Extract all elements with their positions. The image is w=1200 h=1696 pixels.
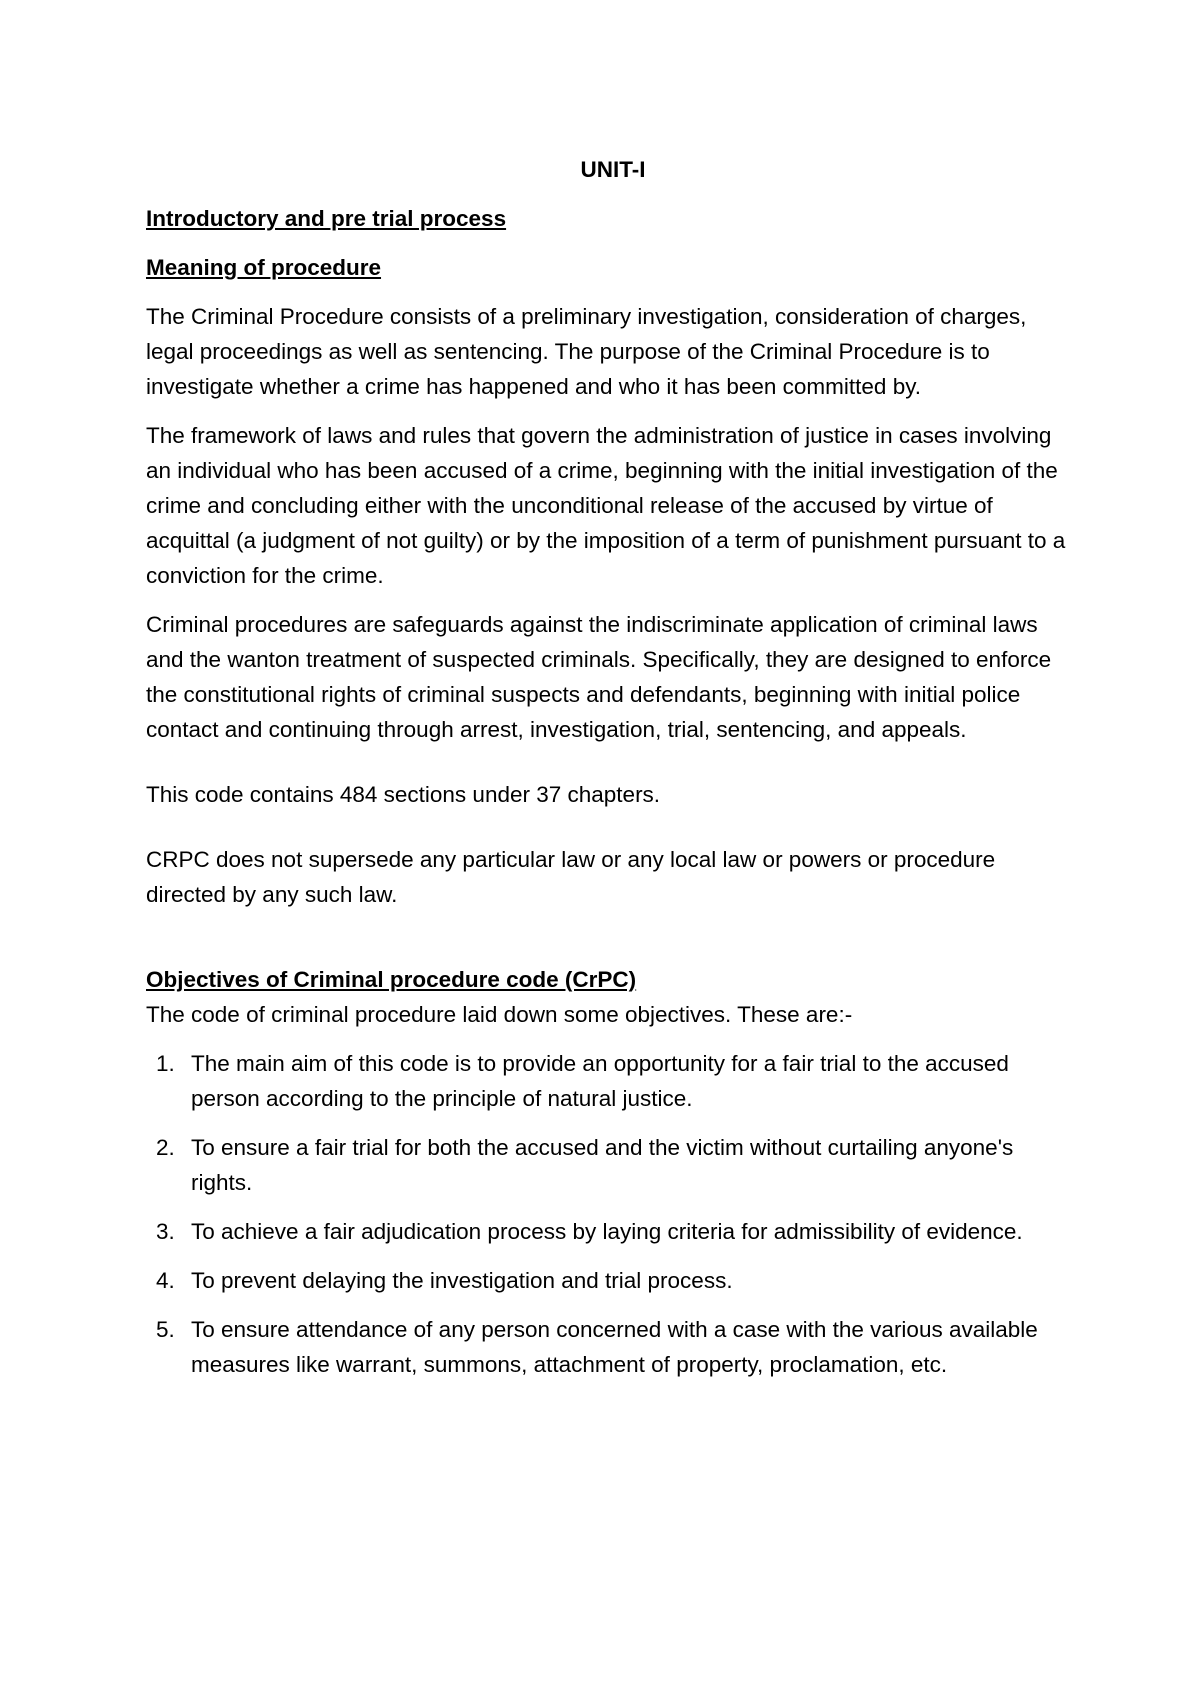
list-item xyxy=(146,1046,1080,1116)
paragraph-crpc-scope: CRPC does not supersede any particular law or any local law or powers or procedure directed by any such law. xyxy=(146,847,996,907)
list-item-text: To ensure a fair trial for both the accused and the victim without curtailing anyone's rights. xyxy=(191,1135,1014,1195)
paragraph-sections: This code contains 484 sections under 37 chapters. xyxy=(146,782,661,807)
list-item xyxy=(146,1130,1080,1200)
list-item-text: To ensure attendance of any person concerned with a case with the various available measures like warrant, summons, attachment of property, proclamation, etc. xyxy=(191,1317,1038,1377)
list-item-number: 4. xyxy=(156,1268,175,1293)
list-item-number: 1. xyxy=(156,1051,175,1076)
objectives-heading: Objectives of Criminal procedure code (CrPC) xyxy=(146,967,637,992)
paragraph-safeguards: Criminal procedures are safeguards against the indiscriminate application of criminal laws and the wanton treatment of suspected criminals. Specifically, they are designed to enforce the constitutional rights of criminal suspects and defendants, beginning with initial police contact and continuing through arrest, investigation, trial, sentencing, and appeals. xyxy=(146,612,1052,742)
list-item-number: 5. xyxy=(156,1317,175,1342)
list-item-number: 2. xyxy=(156,1135,175,1160)
list-item xyxy=(146,1214,1080,1249)
paragraph-definition: The Criminal Procedure consists of a preliminary investigation, consideration of charges, legal proceedings as well as sentencing. The purpose of the Criminal Procedure is to investigate whether a crime has happened and who it has been committed by. xyxy=(146,304,1027,399)
list-item xyxy=(146,1312,1080,1382)
unit-title: UNIT-I xyxy=(580,157,646,182)
paragraph-framework: The framework of laws and rules that govern the administration of justice in cases involving an individual who has been accused of a crime, beginning with the initial investigation of the crime and concluding either with the unconditional release of the accused by virtue of acquittal (a judgment of not guilty) or by the imposition of a term of punishment pursuant to a conviction for the crime. xyxy=(146,423,1066,588)
list-item xyxy=(146,1263,1080,1298)
list-item-text: To achieve a fair adjudication process by laying criteria for admissibility of evidence. xyxy=(191,1219,1023,1244)
list-item-number: 3. xyxy=(156,1219,175,1244)
list-item-text: The main aim of this code is to provide an opportunity for a fair trial to the accused person according to the principle of natural justice. xyxy=(191,1051,1009,1111)
list-item-text: To prevent delaying the investigation and trial process. xyxy=(191,1268,733,1293)
objectives-list xyxy=(146,1046,1080,1382)
section-heading: Introductory and pre trial process xyxy=(146,206,507,231)
objectives-intro: The code of criminal procedure laid down some objectives. These are:- xyxy=(146,1002,853,1027)
meaning-heading: Meaning of procedure xyxy=(146,255,382,280)
